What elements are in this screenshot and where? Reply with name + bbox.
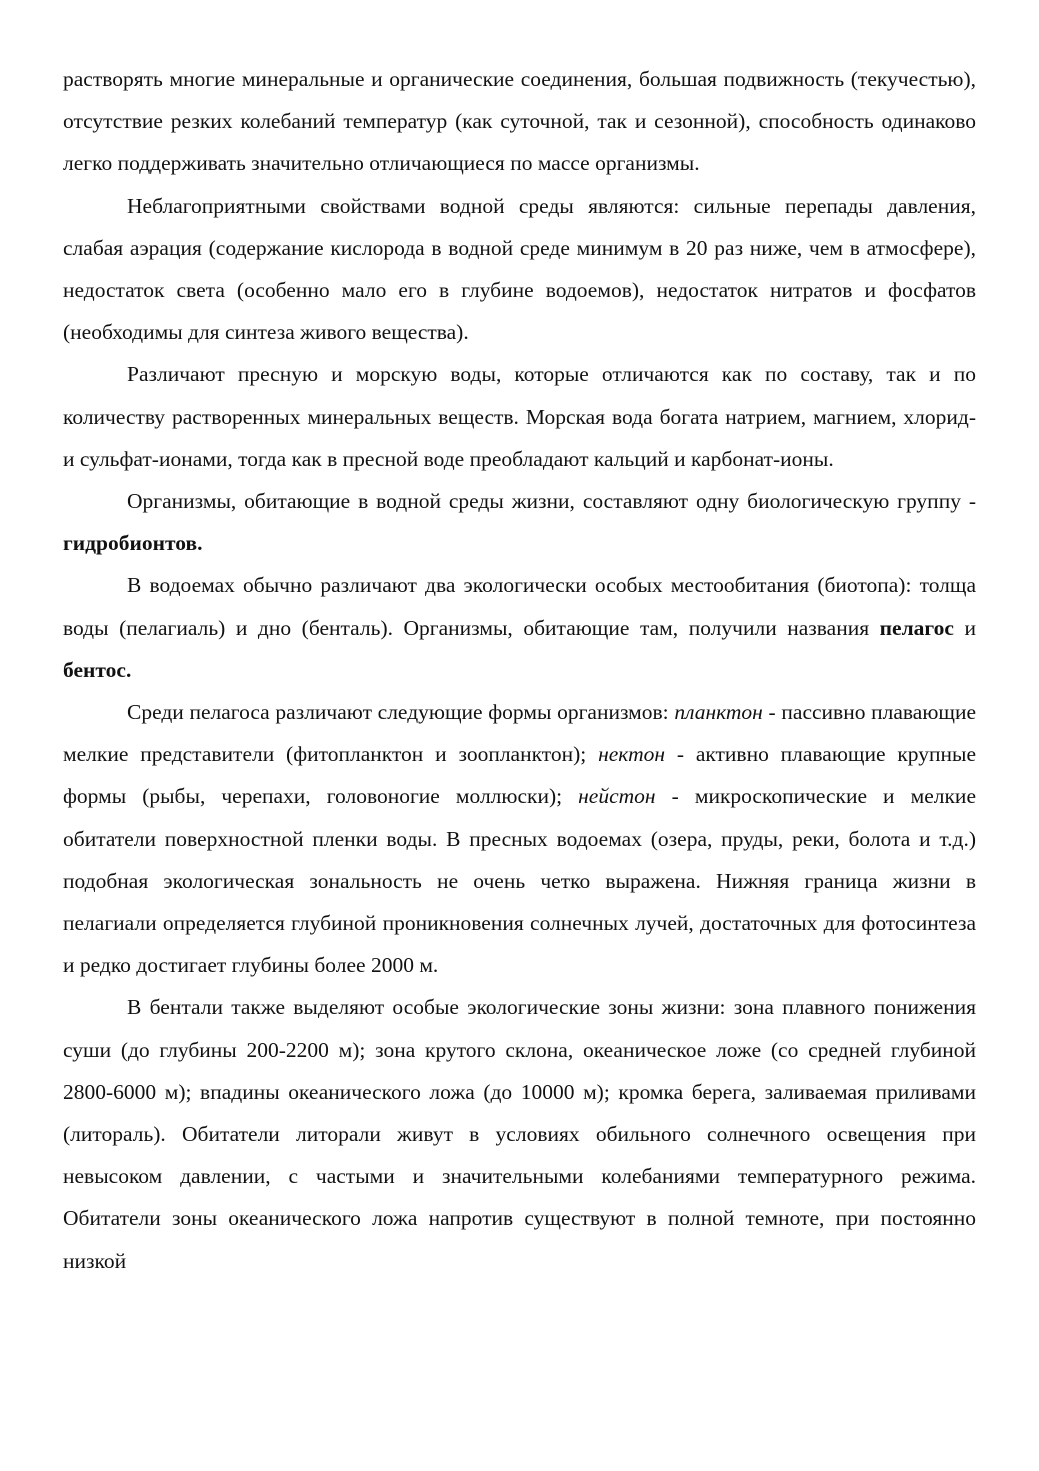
hydrobionts-term: гидробионтов. xyxy=(63,531,203,556)
benthos-term: бентос. xyxy=(63,657,132,682)
nekton-term: нектон xyxy=(598,742,666,767)
paragraph-benthal-zones: В бентали также выделяют особые экологические зоны жизни: зона плавного понижения суши (до глубины 200-2200 м); зона крутого склона, океаническое ложе (со средней глубиной 2800-6000 м); впадины океанического ложа (до 10000 м); кромка берега, заливаемая приливами (литораль). Обитатели литорали живут в условиях обильного солнечного освещения при невысоком давлении, с частыми и значительными колебаниями температурного режима. Обитатели зоны океанического ложа напротив существуют в полной темноте, при постоянно низкой xyxy=(63,995,976,1273)
pelagos-forms-text-1: Среди пелагоса различают следующие формы организмов: xyxy=(127,700,675,725)
pelagos-forms-text-2: - пассивно плавающие мелкие представители (фитопланктон и зоопланктон); xyxy=(63,700,976,767)
paragraph-water-properties: растворять многие минеральные и органические соединения, большая подвижность (текучестью), отсутствие резких колебаний температур (как суточной, так и сезонной), способность одинаково легко поддерживать значительно отличающиеся по массе организмы. xyxy=(63,67,976,176)
paragraph-hydrobionts xyxy=(63,480,976,564)
hydrobionts-text: Организмы, обитающие в водной среды жизни, составляют одну биологическую группу - xyxy=(127,489,976,514)
paragraph-unfavorable-properties: Неблагоприятными свойствами водной среды являются: сильные перепады давления, слабая аэрация (содержание кислорода в водной среде минимум в 20 раз ниже, чем в атмосфере), недостаток света (особенно мало его в глубине водоемов), недостаток нитратов и фосфатов (необходимы для синтеза живого вещества). xyxy=(63,193,976,345)
biotopes-text: В водоемах обычно различают два экологически особых местообитания (биотопа): толща воды (пелагиаль) и дно (бенталь). Организмы, обитающие там, получили названия xyxy=(63,573,976,640)
pelagos-forms-text-4: - микроскопические и мелкие обитатели поверхностной пленки воды. В пресных водоемах (озера, пруды, реки, болота и т.д.) подобная экологическая зональность не очень четко выражена. Нижняя граница жизни в пелагиали определяется глубиной проникновения солнечных лучей, достаточных для фотосинтеза и редко достигает глубины более 2000 м. xyxy=(63,784,976,978)
pelagos-term: пелагос xyxy=(879,615,954,640)
biotopes-conjunction: и xyxy=(953,615,976,640)
paragraph-fresh-and-sea-water: Различают пресную и морскую воды, которые отличаются как по составу, так и по количеству растворенных минеральных веществ. Морская вода богата натрием, магнием, хлорид- и сульфат-ионами, тогда как в пресной воде преобладают кальций и карбонат-ионы. xyxy=(63,362,976,471)
paragraph-biotopes xyxy=(63,564,976,691)
pelagos-forms-text-3: - активно плавающие крупные формы (рыбы, черепахи, головоногие моллюски); xyxy=(63,742,976,809)
plankton-term: планктон xyxy=(674,700,763,725)
neuston-term: нейстон xyxy=(578,784,656,809)
paragraph-pelagos-forms xyxy=(63,691,976,986)
